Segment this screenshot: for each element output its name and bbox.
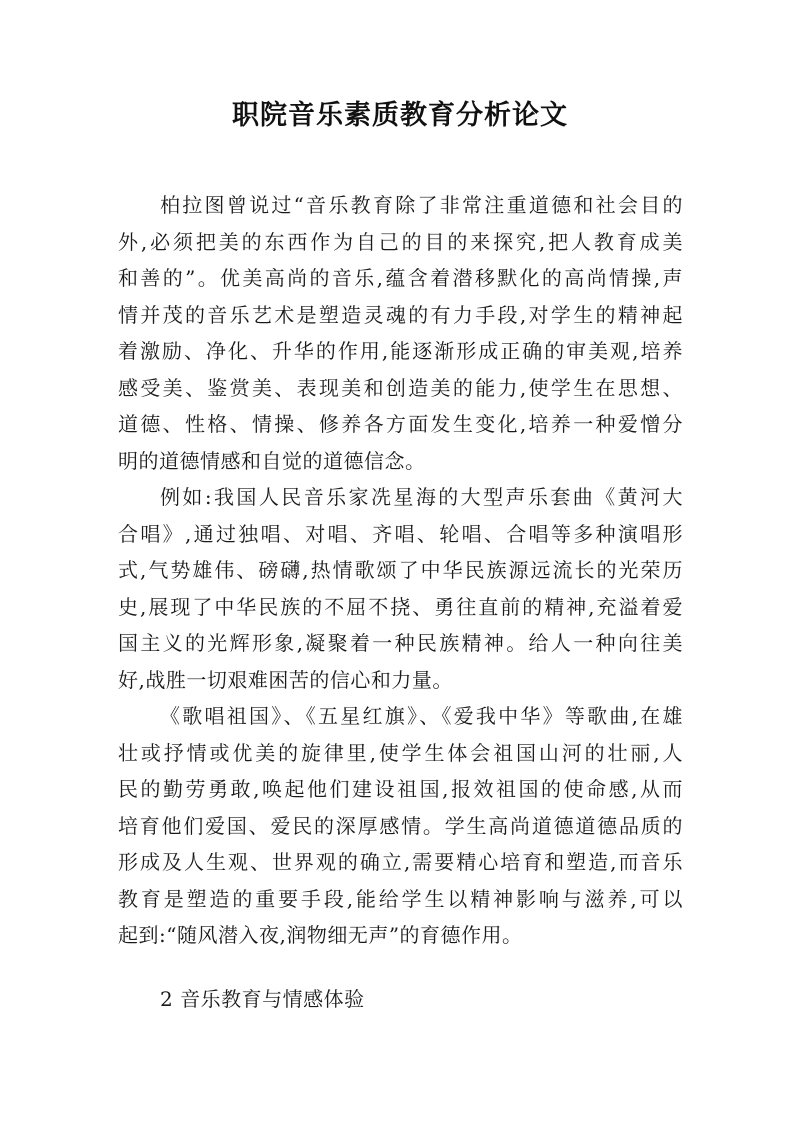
text-line: 起到:“随风潜入夜,润物细无声”的育德作用。 [118,923,523,947]
text-line: 国主义的光辉形象,凝聚着一种民族精神。给人一种向往美 [118,631,683,655]
section-heading: 2 音乐教育与情感体验 [160,987,365,1011]
text-line: 感受美、鉴赏美、表现美和创造美的能力,使学生在思想、 [118,376,683,400]
text-line: 史,展现了中华民族的不屈不挠、勇往直前的精神,充溢着爱 [118,595,683,619]
text-line: 柏拉图曾说过“音乐教育除了非常注重道德和社会目的 [160,193,683,217]
text-line: 外,必须把美的东西作为自己的目的来探究,把人教育成美 [118,230,683,254]
text-line: 培育他们爱国、爱民的深厚感情。学生高尚道德道德品质的 [118,814,683,838]
document-title: 职院音乐素质教育分析论文 [232,100,568,131]
text-line: 式,气势雄伟、磅礴,热情歌颂了中华民族源远流长的光荣历 [118,558,683,582]
text-line: 好,战胜一切艰难困苦的信心和力量。 [118,668,453,692]
text-line: 明的道德情感和自觉的道德信念。 [118,449,426,473]
text-line: 民的勤劳勇敢,唤起他们建设祖国,报效祖国的使命感,从而 [118,777,683,801]
text-line: 和善的”。优美高尚的音乐,蕴含着潜移默化的高尚情操,声 [118,266,683,290]
text-line: 道德、性格、情操、修养各方面发生变化,培养一种爱憎分 [118,412,683,436]
text-line: 壮或抒情或优美的旋律里,使学生体会祖国山河的壮丽,人 [118,741,683,765]
text-line: 教育是塑造的重要手段,能给学生以精神影响与滋养,可以 [118,887,683,911]
text-line: 形成及人生观、世界观的确立,需要精心培育和塑造,而音乐 [118,850,683,874]
text-line: 例如:我国人民音乐家冼星海的大型声乐套曲《黄河大 [160,485,683,509]
text-line: 情并茂的音乐艺术是塑造灵魂的有力手段,对学生的精神起 [118,303,683,327]
text-line: 《歌唱祖国》、《五星红旗》、《爱我中华》等歌曲,在雄 [160,704,683,728]
text-line: 着激励、净化、升华的作用,能逐渐形成正确的审美观,培养 [118,339,683,363]
text-line: 合唱》,通过独唱、对唱、齐唱、轮唱、合唱等多种演唱形 [118,522,683,546]
